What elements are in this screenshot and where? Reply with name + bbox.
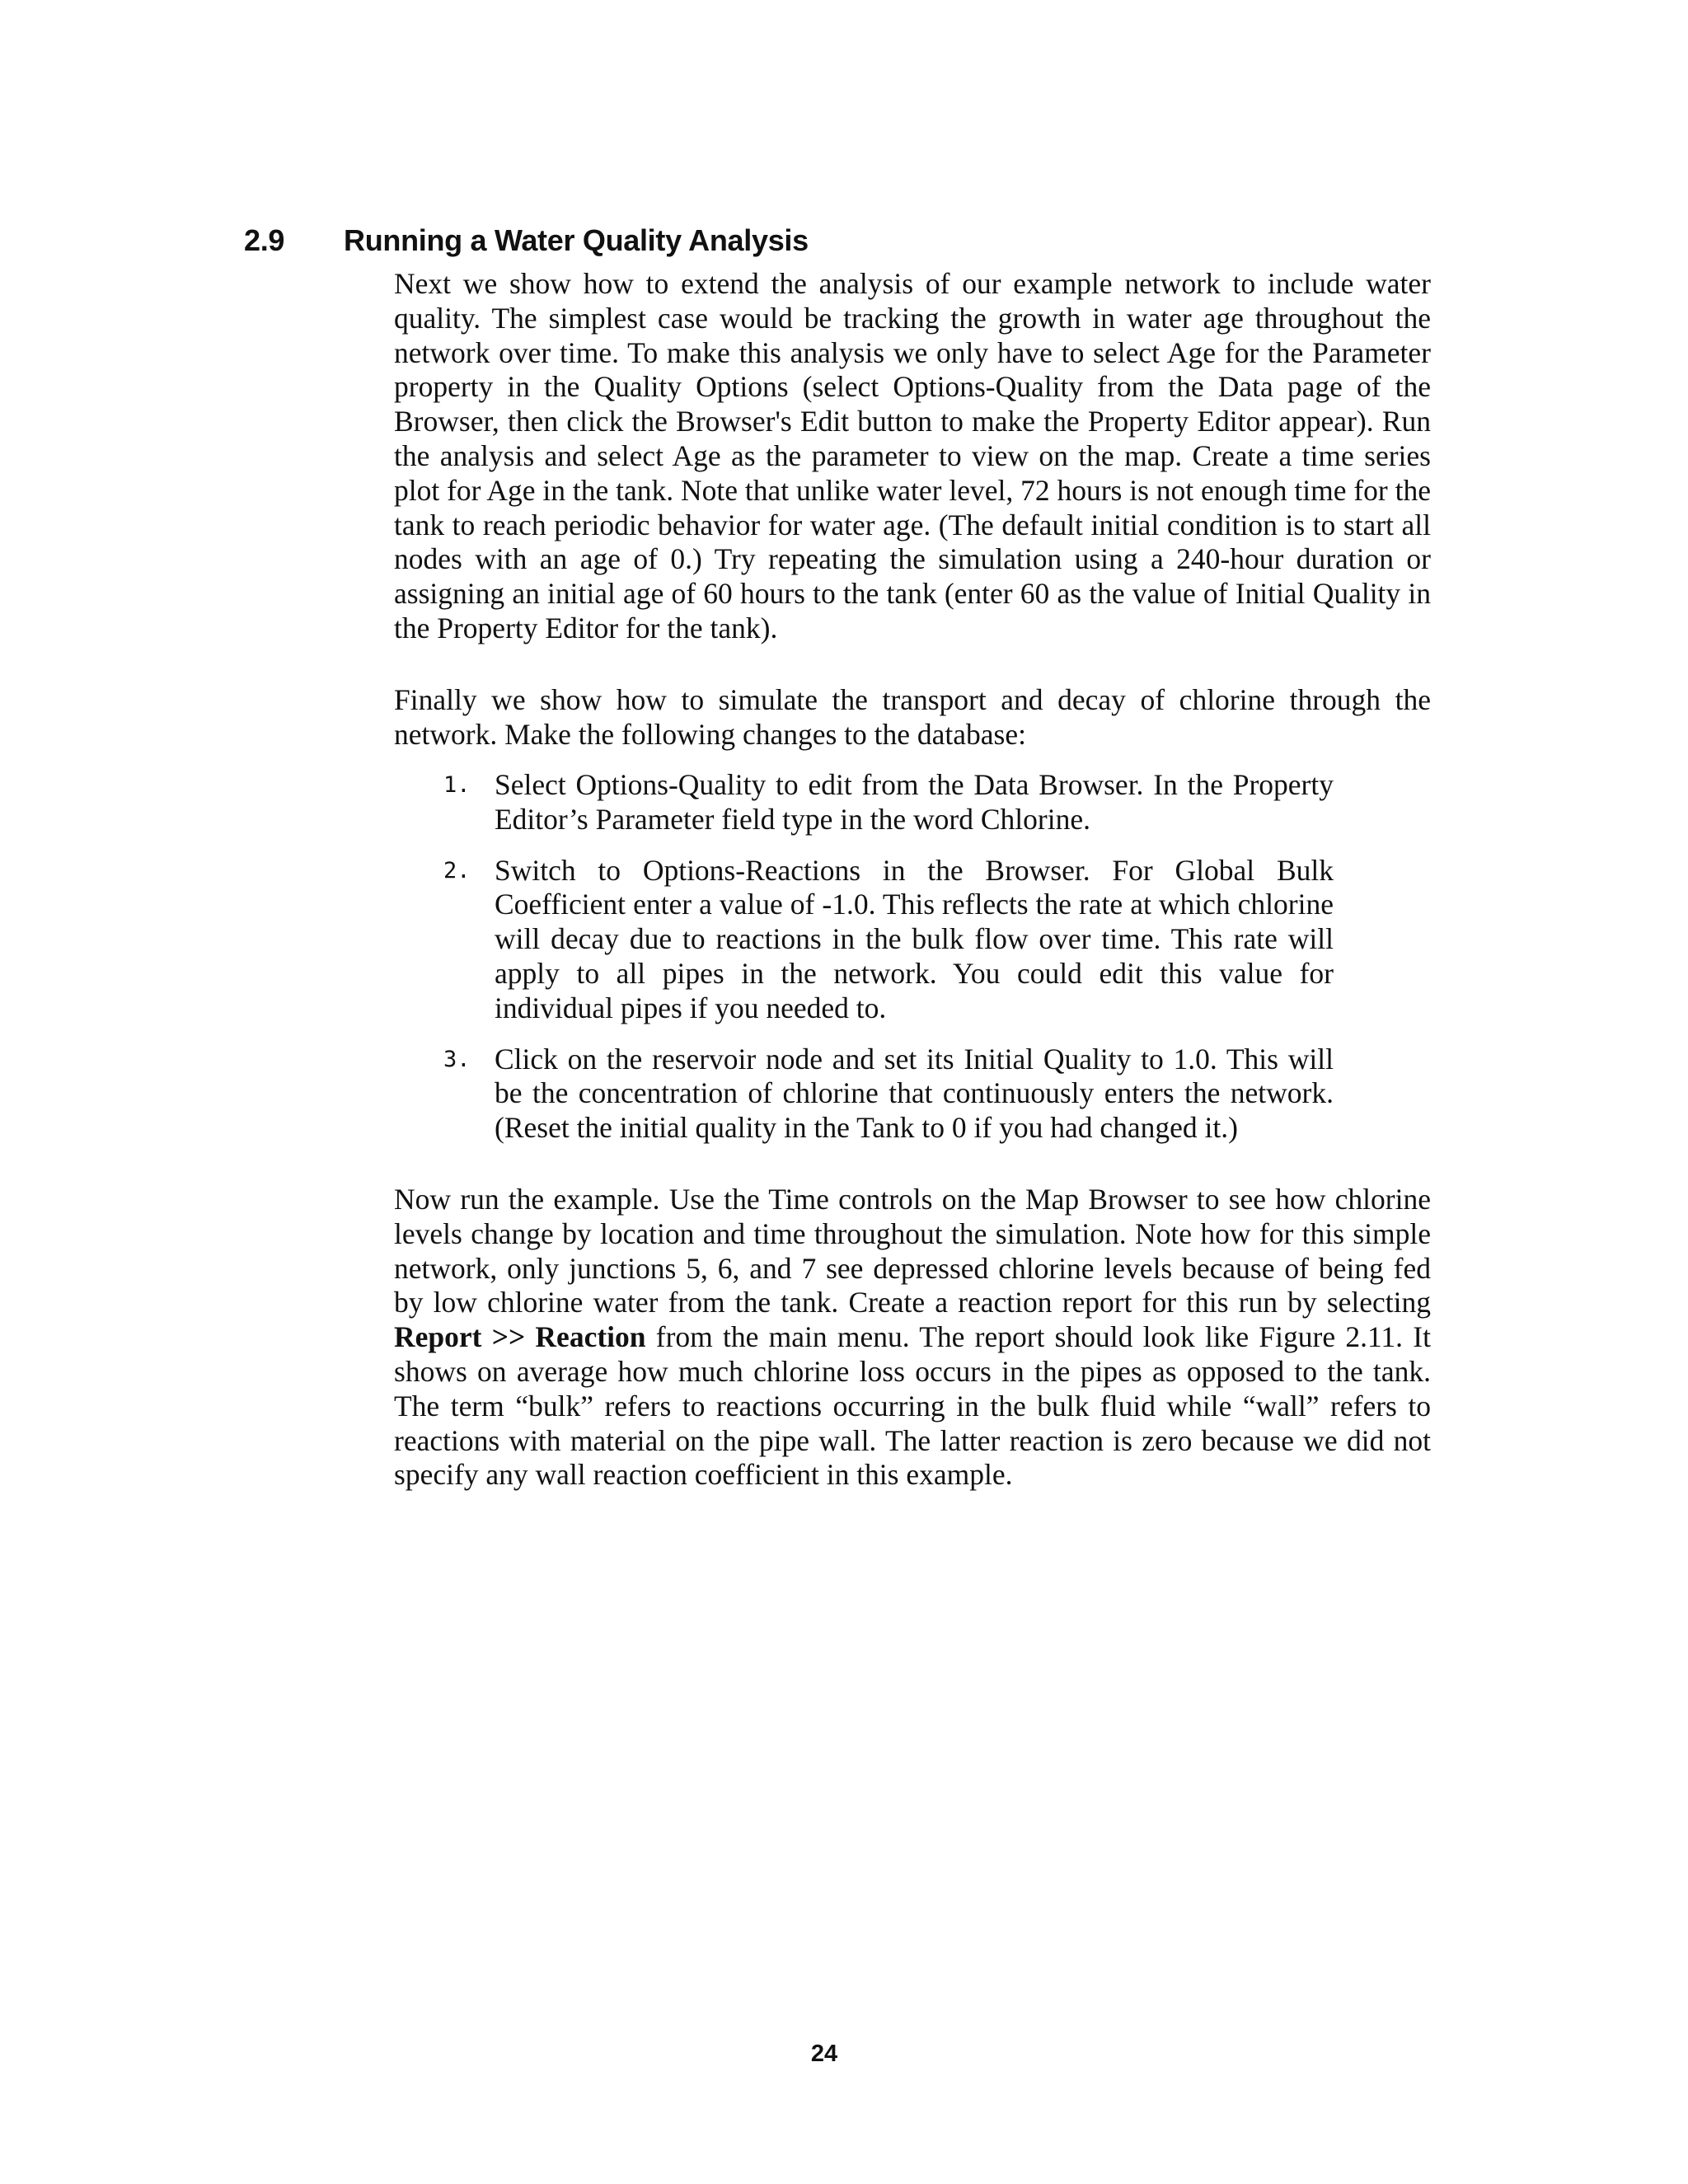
list-item-text: Switch to Options-Reactions in the Browser. For Global Bulk Coefficient enter a value of -1.0. This reflects the rate at which chlorine will decay due to reactions in the bulk flow over time. This rate will apply to all pipes in the network. You could edit this value for individual pipes if you needed to. [495, 853, 1334, 1024]
list-item-text: Select Options-Quality to edit from the Data Browser. In the Property Editor’s Parameter field type in the word Chlorine. [495, 768, 1334, 836]
paragraph-text: Now run the example. Use the Time controls on the Map Browser to see how chlorine levels change by location and time throughout the simulation. Note how for this simple network, only junctions 5, 6, and 7 see depressed chlorine levels because of being fed by low chlorine water from the tank. Create a reaction report for this run by selecting [394, 1183, 1431, 1319]
paragraph-water-age: Next we show how to extend the analysis of our example network to include water quality. The simplest case would be tracking the growth in water age throughout the network over time. To make this analysis we only have to select Age for the Parameter property in the Quality Options (select Options-Quality from the Data page of the Browser, then click the Browser's Edit button to make the Property Editor appear). Run the analysis and select Age as the parameter to view on the map. Create a time series plot for Age in the tank. Note that unlike water level, 72 hours is not enough time for the tank to reach periodic behavior for water age. (The default initial condition is to start all nodes with an age of 0.) Try repeating the simulation using a 240-hour duration or assigning an initial age of 60 hours to the tank (enter 60 as the value of Initial Quality in the Property Editor for the tank). [394, 267, 1431, 644]
section-title: Running a Water Quality Analysis [344, 223, 809, 257]
list-item [443, 768, 1334, 837]
menu-path-report-reaction: Report >> Reaction [394, 1320, 646, 1354]
list-item [443, 854, 1334, 1026]
paragraph-run-example [394, 1183, 1431, 1493]
list-item [443, 1043, 1334, 1146]
steps-list [443, 768, 1334, 1162]
section-number: 2.9 [244, 223, 285, 257]
page-number: 24 [810, 2041, 838, 2067]
list-item-number: 1. [443, 772, 471, 798]
list-item-number: 3. [443, 1046, 471, 1072]
list-item-number: 2. [443, 857, 471, 883]
section-heading [244, 221, 809, 260]
list-item-text: Click on the reservoir node and set its Initial Quality to 1.0. This will be the concentration of chlorine that continuously enters the network. (Reset the initial quality in the Tank to 0 if you had changed it.) [495, 1042, 1334, 1145]
paragraph-chlorine-intro: Finally we show how to simulate the transport and decay of chlorine through the network. Make the following changes to the database: [394, 683, 1431, 751]
paragraph-text: from the main menu. The report should look like Figure 2.11. It shows on average how much chlorine loss occurs in the pipes as opposed to the tank. The term “bulk” refers to reactions occurring in the bulk fluid while “wall” refers to reactions with material on the pipe wall. The latter reaction is zero because we did not specify any wall reaction coefficient in this example. [394, 1320, 1431, 1492]
